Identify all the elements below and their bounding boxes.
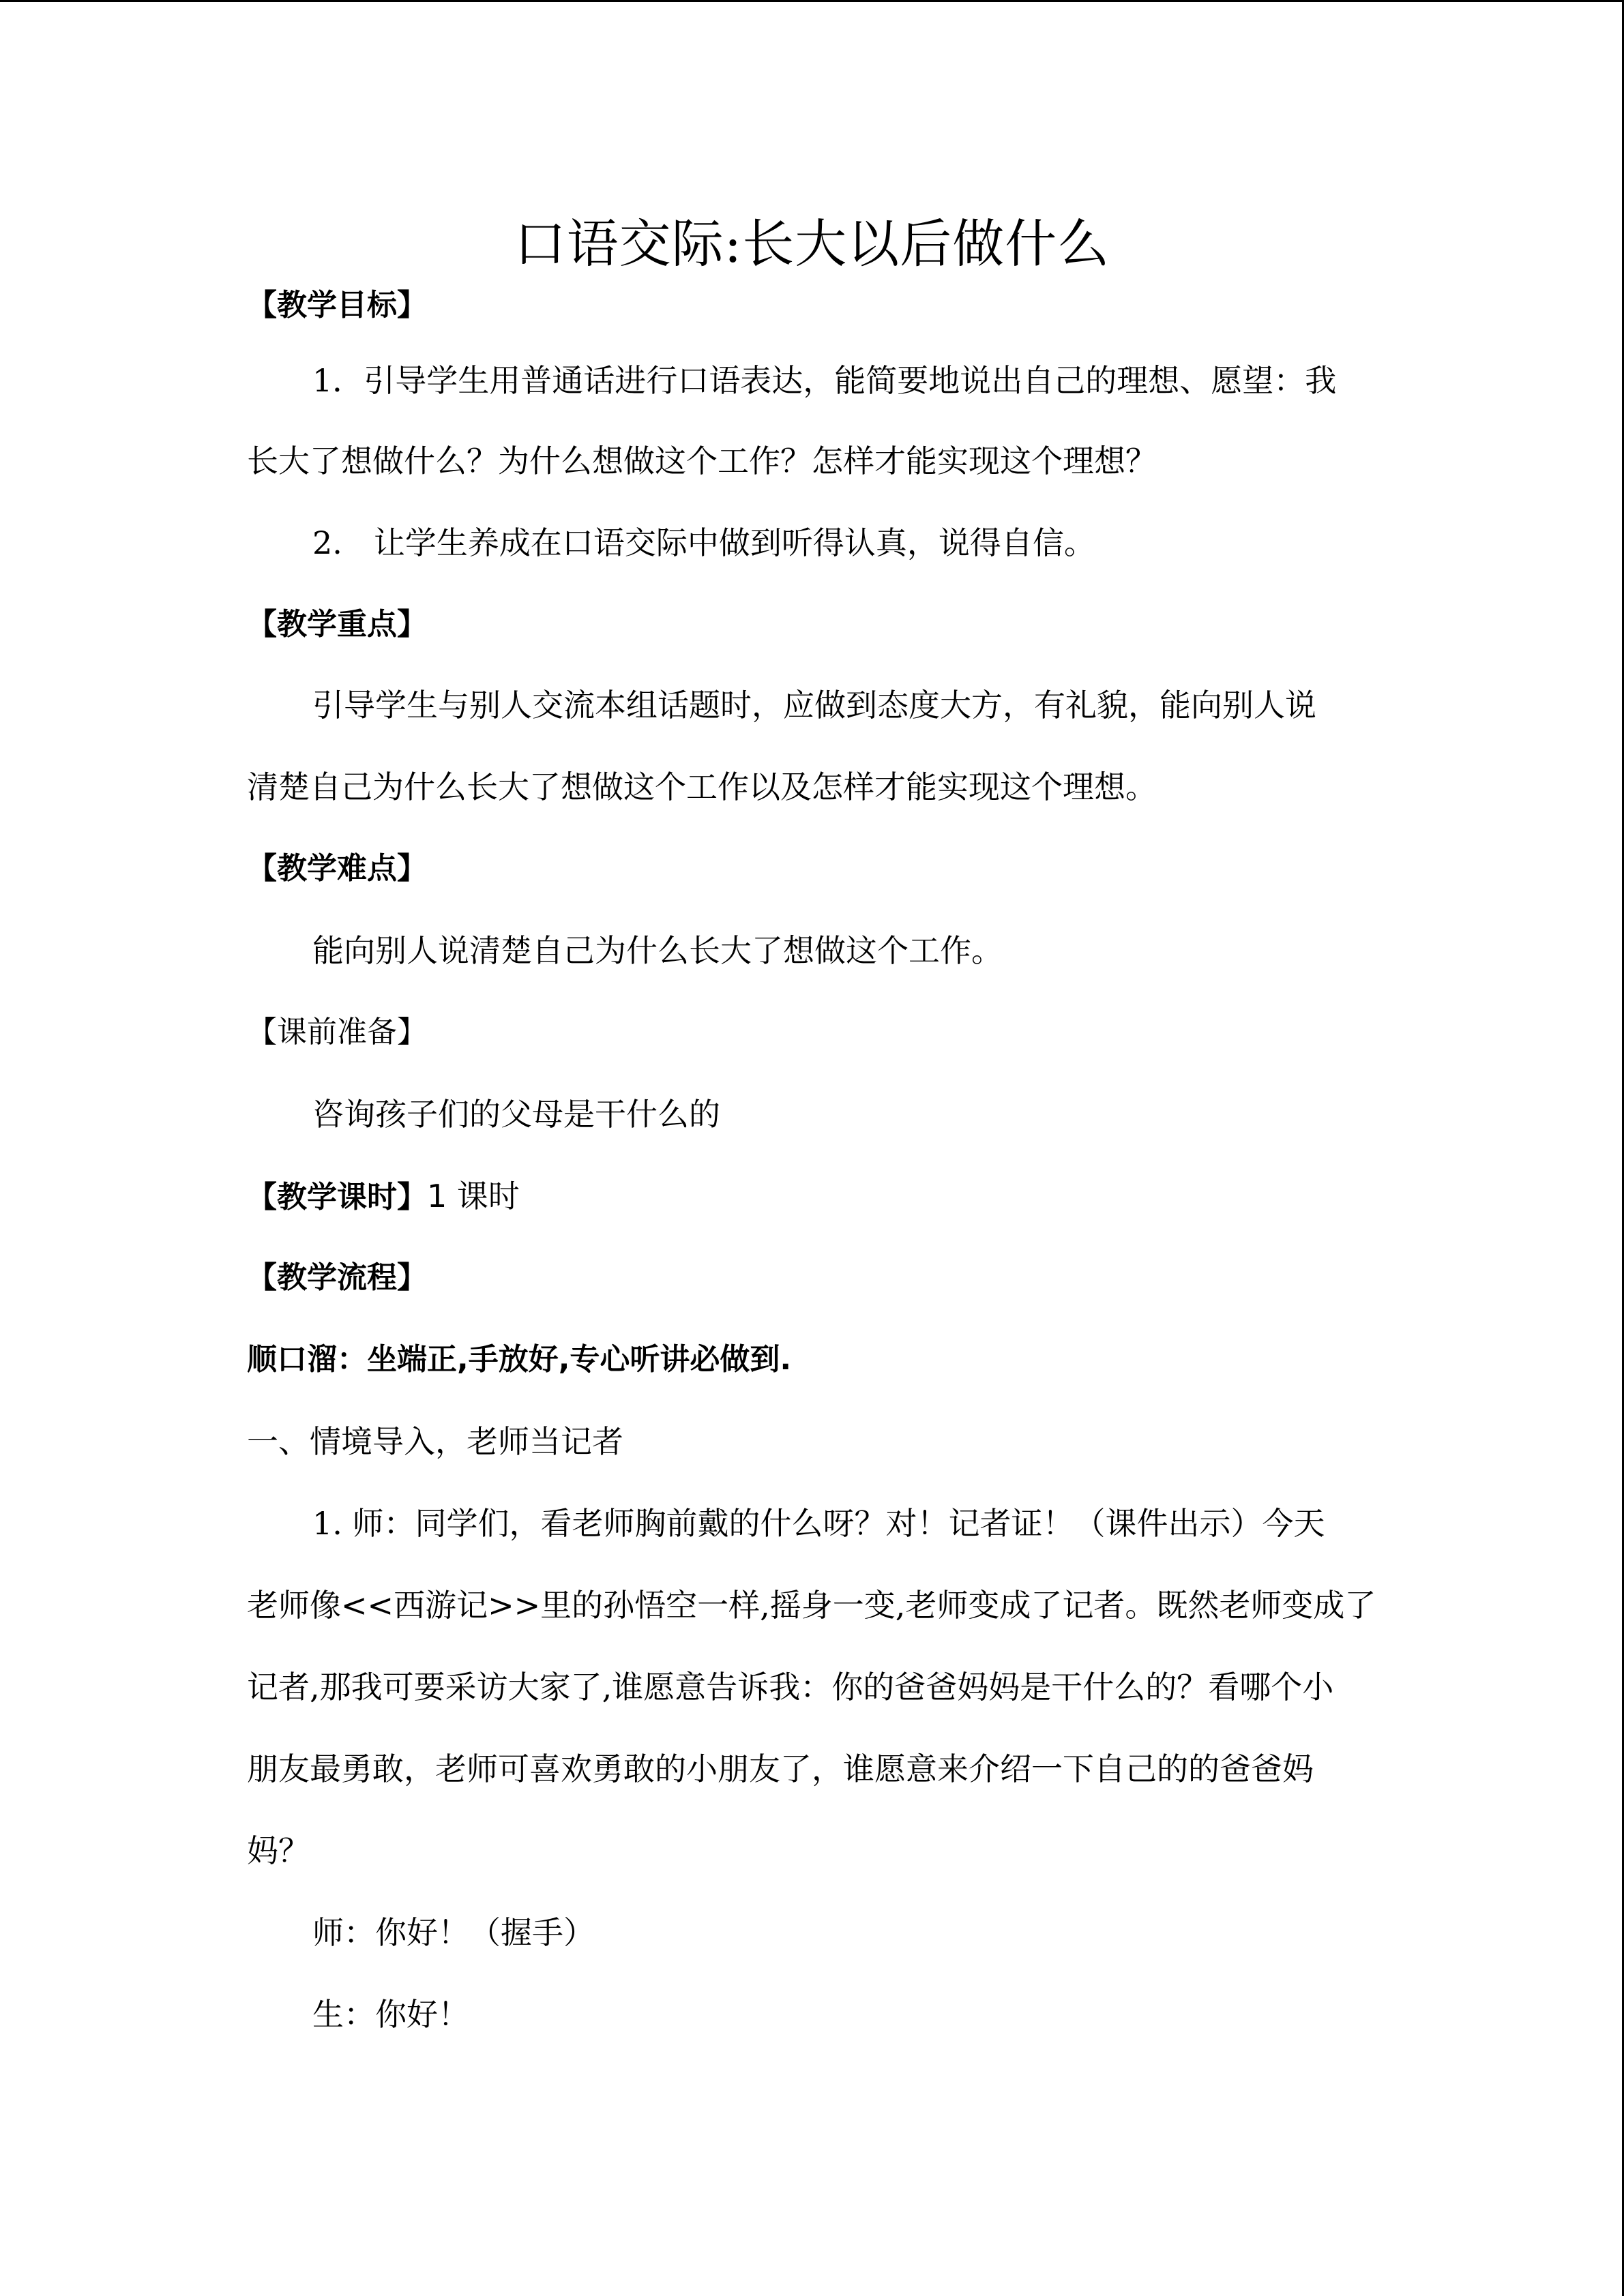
paragraph-1-line-3: 记者,那我可要采访大家了,谁愿意告诉我：你的爸爸妈妈是干什么的？看哪个小: [247, 1669, 1334, 1705]
dialog-student: 生：你好！: [312, 1996, 469, 2033]
objective-1-line-2: 长大了想做什么？为什么想做这个工作？怎样才能实现这个理想？: [247, 443, 1157, 479]
rhyme-line: 顺口溜：坐端正,手放好,专心听讲必做到.: [247, 1342, 792, 1377]
preparation-heading: 【课前准备】: [247, 1015, 427, 1049]
objective-2: 2. 让学生养成在口语交际中做到听得认真，说得自信。: [312, 524, 1095, 561]
key-point-line-1: 引导学生与别人交流本组话题时，应做到态度大方，有礼貌，能向别人说: [312, 687, 1316, 724]
objective-1-line-1: 1．引导学生用普通话进行口语表达，能简要地说出自己的理想、愿望：我: [312, 362, 1337, 399]
difficulty-line-1: 能向别人说清楚自己为什么长大了想做这个工作。: [312, 932, 1003, 969]
paragraph-1-line-5: 妈？: [247, 1832, 310, 1869]
key-point-heading: 【教学重点】: [247, 607, 427, 642]
difficulty-heading: 【教学难点】: [247, 851, 427, 886]
class-hours-row: [247, 1174, 1379, 1220]
section-1-title: 一、情境导入，老师当记者: [247, 1423, 623, 1460]
paragraph-1-line-2: 老师像<<西游记>>里的孙悟空一样,摇身一变,老师变成了记者。既然老师变成了: [247, 1587, 1376, 1624]
class-hours-heading: 【教学课时】: [247, 1180, 427, 1214]
paragraph-1-line-1: 1. 师：同学们，看老师胸前戴的什么呀？对！记者证！（课件出示）今天: [312, 1505, 1325, 1542]
process-heading: 【教学流程】: [247, 1260, 427, 1295]
dialog-teacher: 师：你好！（握手）: [312, 1914, 595, 1951]
objectives-heading: 【教学目标】: [247, 288, 427, 323]
preparation-line-1: 咨询孩子们的父母是干什么的: [312, 1096, 720, 1133]
page-title: 口语交际:长大以后做什么: [514, 213, 1110, 274]
paragraph-1-line-4: 朋友最勇敢，老师可喜欢勇敢的小朋友了，谁愿意来介绍一下自己的的爸爸妈: [247, 1750, 1314, 1787]
class-hours-value: 1 课时: [427, 1178, 520, 1214]
key-point-line-2: 清楚自己为什么长大了想做这个工作以及怎样才能实现这个理想。: [247, 769, 1157, 805]
